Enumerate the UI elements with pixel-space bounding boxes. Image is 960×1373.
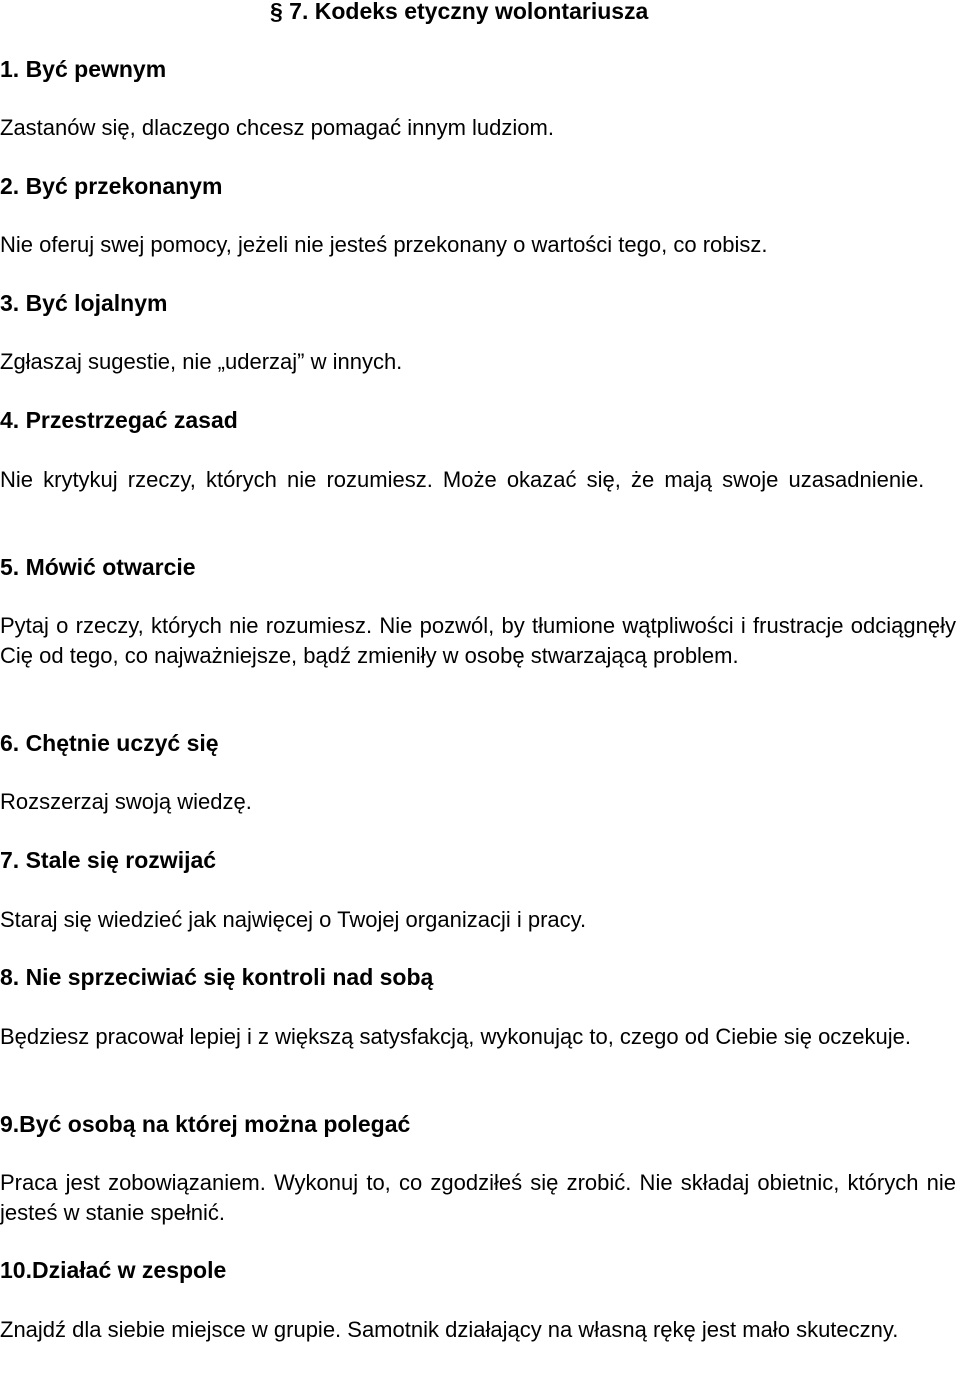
section-text-5 [0, 611, 956, 670]
text-line: Staraj się wiedzieć jak najwięcej o Twojej organizacji i pracy. [0, 907, 587, 932]
section-heading-1: 1. Być pewnym [0, 56, 167, 82]
section-text-8 [0, 1022, 956, 1052]
text-line: których nie jesteś w stanie spełnić. [0, 1170, 956, 1225]
section-heading-10: 10.Działać w zespole [0, 1257, 227, 1283]
text-line: odciągnęły Cię od tego, co najważniejsze, bądź zmieniły w osobę stwarzającą [0, 613, 956, 668]
section-text-10 [0, 1315, 956, 1345]
text-line: oczekuje. [818, 1024, 912, 1049]
text-line: Znajdź dla siebie miejsce w grupie. Samotnik działający na własną rękę jest mało [0, 1317, 790, 1342]
text-line: Zgłaszaj sugestie, nie „uderzaj” w innych. [0, 349, 403, 374]
section-heading-2: 2. Być przekonanym [0, 173, 223, 199]
section-text-6 [0, 787, 956, 817]
text-line: Zastanów się, dlaczego chcesz pomagać innym ludziom. [0, 115, 554, 140]
text-line: Będziesz pracował lepiej i z większą satysfakcją, wykonując to, czego od Ciebie się [0, 1024, 812, 1049]
text-line: Pytaj o rzeczy, których nie rozumiesz. Nie pozwól, by tłumione wątpliwości i frustracje [0, 613, 844, 638]
section-heading-8: 8. Nie sprzeciwiać się kontroli nad sobą [0, 964, 434, 990]
section-text-7 [0, 905, 956, 935]
text-line: problem. [653, 642, 739, 668]
section-text-2 [0, 230, 956, 260]
section-text-4 [0, 465, 956, 495]
text-line: Praca jest zobowiązaniem. Wykonuj to, co zgodziłeś się zrobić. Nie składaj obietnic, [0, 1170, 840, 1195]
section-heading-4: 4. Przestrzegać zasad [0, 407, 238, 433]
section-heading-7: 7. Stale się rozwijać [0, 847, 217, 873]
section-text-9 [0, 1168, 956, 1227]
text-line: Nie oferuj swej pomocy, jeżeli nie jesteś przekonany o wartości tego, co robisz. [0, 232, 768, 257]
section-text-3 [0, 347, 956, 377]
text-line: uzasadnienie. [788, 467, 925, 492]
section-heading-5: 5. Mówić otwarcie [0, 554, 196, 580]
text-line: Nie krytykuj rzeczy, których nie rozumiesz. Może okazać się, że mają swoje [0, 467, 779, 492]
text-line: Rozszerzaj swoją wiedzę. [0, 789, 252, 814]
section-text-1 [0, 113, 956, 143]
text-line: skuteczny. [796, 1317, 899, 1342]
document-title: § 7. Kodeks etyczny wolontariusza [270, 0, 649, 24]
section-heading-3: 3. Być lojalnym [0, 290, 168, 316]
section-heading-9: 9.Być osobą na której można polegać [0, 1111, 411, 1137]
section-heading-6: 6. Chętnie uczyć się [0, 730, 219, 756]
